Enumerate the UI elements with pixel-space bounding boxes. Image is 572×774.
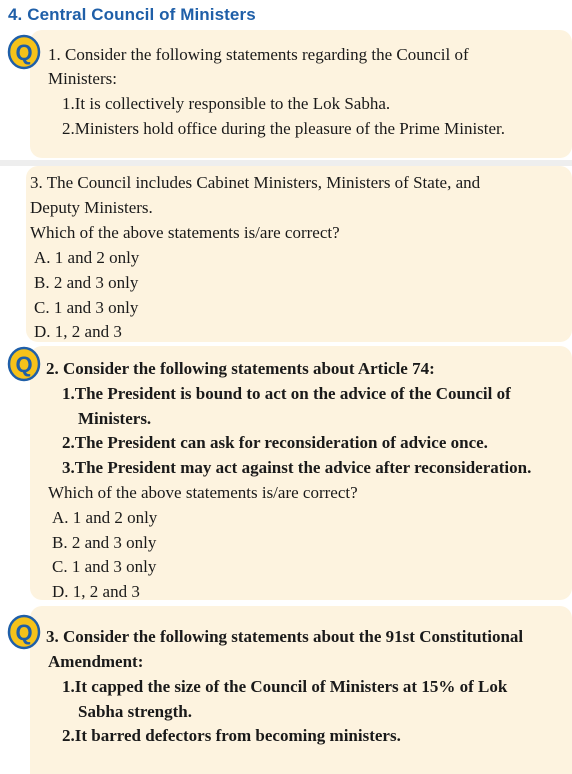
- svg-text:Q: Q: [15, 40, 33, 65]
- statement-number: 1.: [62, 677, 75, 696]
- q1-statement-3-line2: Deputy Ministers.: [30, 198, 153, 217]
- q3-stem-line1: 3. Consider the following statements about the 91st Constitutional: [46, 627, 524, 646]
- q2-stem: 2. Consider the following statements about Article 74:: [46, 359, 435, 378]
- q1-stem-line2: Ministers:: [48, 69, 117, 88]
- statement-number: 2.: [62, 433, 75, 452]
- q3-statement-1-line1: [62, 676, 507, 698]
- q2-option-d[interactable]: D. 1, 2 and 3: [52, 582, 140, 601]
- q1-option-c[interactable]: C. 1 and 3 only: [34, 298, 139, 317]
- q1-option-d[interactable]: D. 1, 2 and 3: [34, 322, 122, 341]
- statement-text: It capped the size of the Council of Ministers at 15% of Lok: [74, 677, 508, 696]
- q-badge-icon: [6, 346, 42, 382]
- statement-number: 2.: [62, 726, 75, 745]
- statement-text: It barred defectors from becoming ministers.: [74, 726, 401, 745]
- section-title: 4. Central Council of Ministers: [8, 5, 256, 24]
- statement-number: 1.: [62, 384, 75, 403]
- statement-text: The President may act against the advice after reconsideration.: [74, 458, 532, 477]
- q2-option-b[interactable]: B. 2 and 3 only: [52, 533, 157, 552]
- q2-statement-2: [62, 432, 488, 454]
- q-badge-icon: [6, 614, 42, 650]
- q2-statement-3: [62, 457, 531, 479]
- q2-prompt: Which of the above statements is/are correct?: [48, 483, 358, 502]
- q1-option-b[interactable]: B. 2 and 3 only: [34, 273, 139, 292]
- statement-number: 2.: [62, 119, 75, 138]
- statement-text: The President can ask for reconsideration of advice once.: [74, 433, 488, 452]
- q1-stem-line1: 1. Consider the following statements regarding the Council of: [48, 45, 469, 64]
- q1-statement-2: [62, 118, 505, 140]
- q3-stem-line2: Amendment:: [48, 652, 144, 671]
- q1-prompt: Which of the above statements is/are correct?: [30, 223, 340, 242]
- q2-statement-1-line2: Ministers.: [78, 409, 152, 428]
- svg-text:Q: Q: [15, 352, 33, 377]
- statement-number: 1.: [62, 94, 75, 113]
- q1-statement-3-line1: 3. The Council includes Cabinet Ministers, Ministers of State, and: [30, 173, 481, 192]
- svg-text:Q: Q: [15, 620, 33, 645]
- q2-option-c[interactable]: C. 1 and 3 only: [52, 557, 157, 576]
- statement-text: Ministers hold office during the pleasure of the Prime Minister.: [74, 119, 506, 138]
- statement-number: 3.: [62, 458, 75, 477]
- q3-statement-2: [62, 725, 401, 747]
- statement-text: The President is bound to act on the advice of the Council of: [74, 384, 511, 403]
- q1-option-a[interactable]: A. 1 and 2 only: [34, 248, 140, 267]
- statement-text: It is collectively responsible to the Lok Sabha.: [74, 94, 391, 113]
- q3-statement-1-line2: Sabha strength.: [78, 702, 192, 721]
- q1-statement-1: [62, 93, 390, 115]
- q-badge-icon: [6, 34, 42, 70]
- q2-option-a[interactable]: A. 1 and 2 only: [52, 508, 158, 527]
- q2-statement-1-line1: [62, 383, 511, 405]
